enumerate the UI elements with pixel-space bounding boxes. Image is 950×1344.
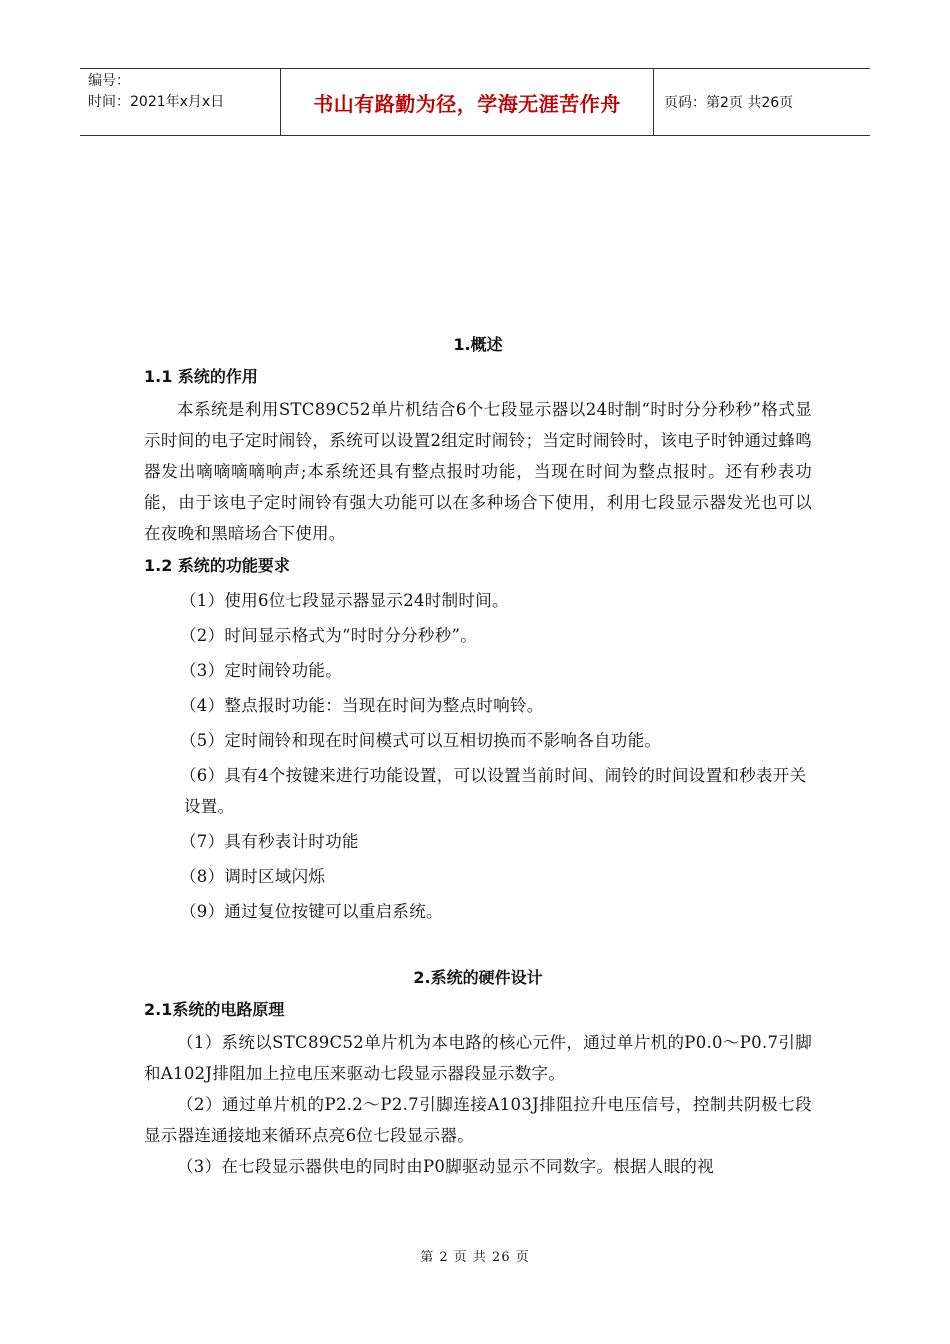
list-item: （4）整点报时功能：当现在时间为整点时响铃。 xyxy=(180,696,544,715)
list-item: （9）通过复位按键可以重启系统。 xyxy=(180,902,443,921)
header-meta xyxy=(80,69,281,135)
paragraph: （3）在七段显示器供电的同时由P0脚驱动显示不同数字。根据人眼的视 xyxy=(177,1157,714,1176)
code-label: 编号： xyxy=(88,73,130,89)
page-header xyxy=(80,68,870,136)
header-page-info: 页码：第2页 共26页 xyxy=(664,95,794,111)
list-item: （2）时间显示格式为“时时分分秒秒”。 xyxy=(180,626,478,645)
list-item: （3）定时闹铃功能。 xyxy=(180,661,342,680)
header-motto: 书山有路勤为径，学海无涯苦作舟 xyxy=(281,69,654,135)
list-item: （7）具有秒表计时功能 xyxy=(180,832,359,851)
subsection-title: 2.1系统的电路原理 xyxy=(144,1000,285,1019)
subsection-title: 1.1 系统的作用 xyxy=(144,367,258,386)
page-footer: 第 2 页 共 26 页 xyxy=(420,1250,530,1265)
section-title: 2.系统的硬件设计 xyxy=(413,968,543,987)
section-spacer xyxy=(144,929,812,963)
list-item: （5）定时闹铃和现在时间模式可以互相切换而不影响各自功能。 xyxy=(180,731,662,750)
time-label: 时间：2021年x月x日 xyxy=(88,94,225,110)
subsection-title: 1.2 系统的功能要求 xyxy=(144,556,290,575)
list-item: （8）调时区域闪烁 xyxy=(180,867,326,886)
list-item: （6）具有4个按键来进行功能设置，可以设置当前时间、闹铃的时间设置和秒表开关设置。 xyxy=(180,766,807,816)
section-title: 1.概述 xyxy=(453,335,503,354)
paragraph: （2）通过单片机的P2.2～P2.7引脚连接A103J排阻拉升电压信号，控制共阴极七段显示器连通接地来循环点亮6位七段显示器。 xyxy=(144,1095,812,1145)
requirement-list xyxy=(144,583,812,929)
list-item: （1）使用6位七段显示器显示24时制时间。 xyxy=(180,591,509,610)
paragraph: （1）系统以STC89C52单片机为本电路的核心元件，通过单片机的P0.0～P0.7引脚和A102J排阻加上拉电压来驱动七段显示器段显示数字。 xyxy=(144,1033,812,1083)
paragraph: 本系统是利用STC89C52单片机结合6个七段显示器以24时制“时时分分秒秒”格式显示时间的电子定时闹铃，系统可以设置2组定时闹铃；当定时闹铃时，该电子时钟通过蜂鸣器发出嘀嘀嘀嘀响声;本系统还具有整点报时功能，当现在时间为整点报时。还有秒表功能，由于该电子定时闹铃有强大功能可以在多种场合下使用，利用七段显示器发光也可以在夜晚和黑暗场合下使用。 xyxy=(144,400,812,543)
document-body xyxy=(144,330,812,1182)
